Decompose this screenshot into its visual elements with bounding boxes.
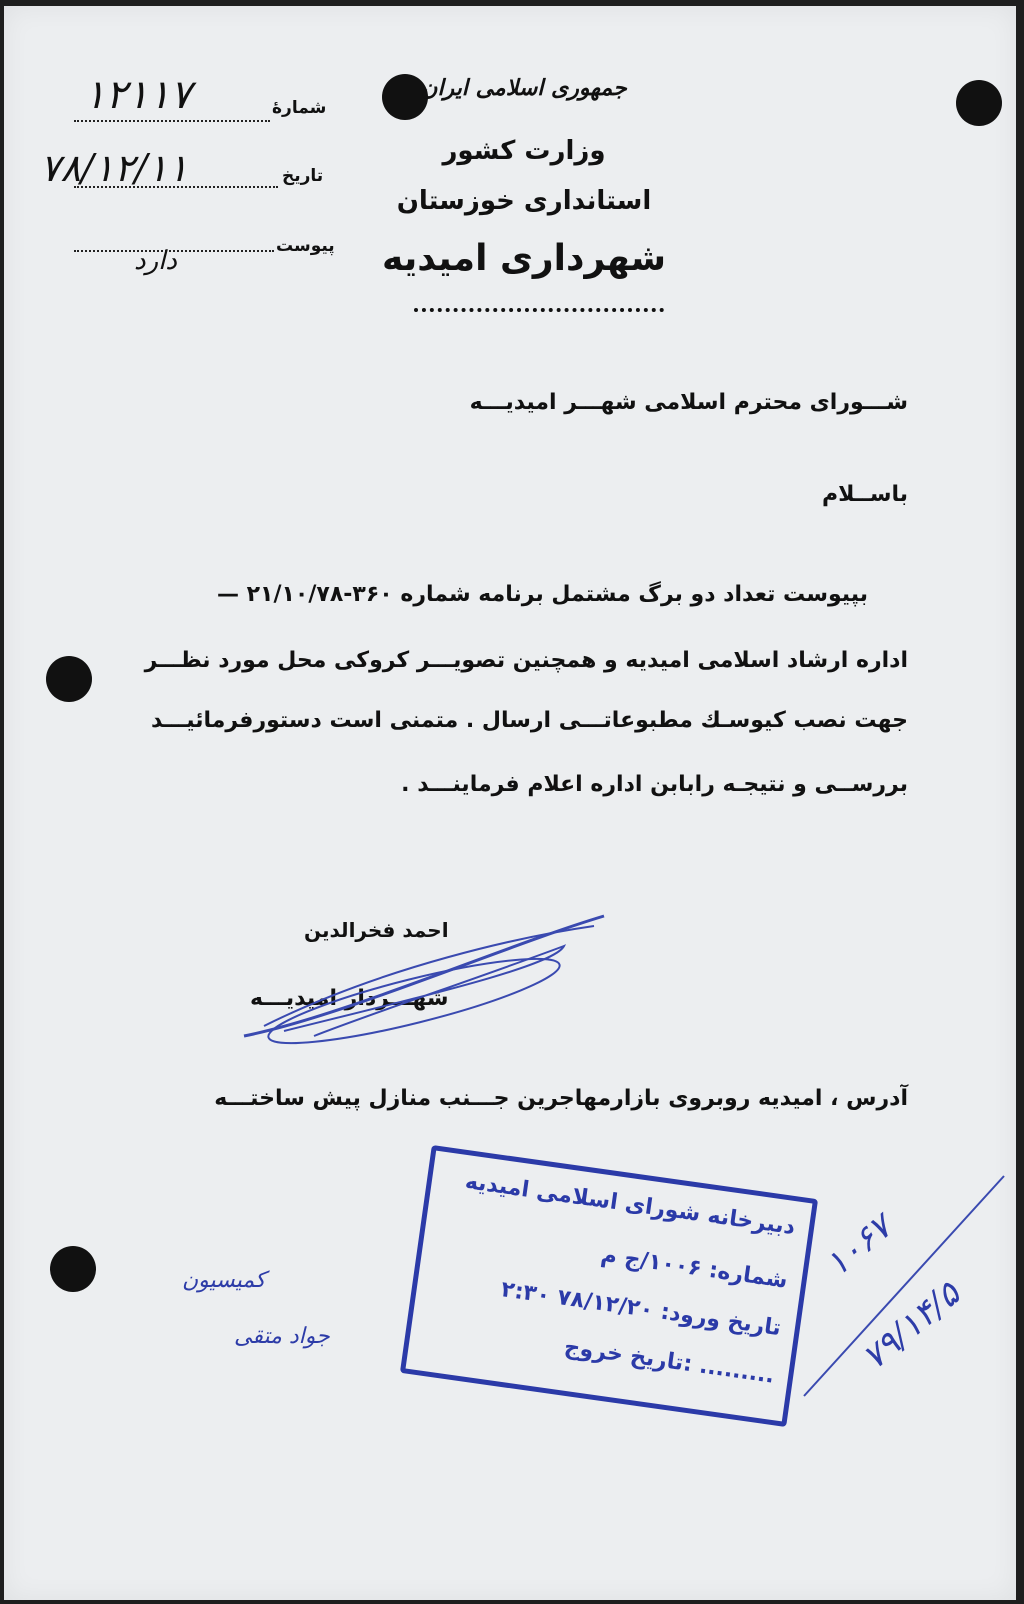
attachment-value: دارد	[134, 246, 177, 276]
margin-number: ۱۰۶۷	[817, 1207, 900, 1285]
margin-date: ۷۹/۱۴/۵	[854, 1273, 968, 1379]
stamp-entry-date: تاریخ ورود: ۷۸/۱۲/۲۰ ۲:۳۰	[499, 1277, 783, 1342]
letter-sheet	[4, 6, 1016, 1600]
number-line	[74, 120, 270, 122]
stamp-exit-date: تاریخ خروج: .........	[562, 1334, 776, 1389]
letterhead-divider	[414, 308, 664, 312]
body-line-3: جهت نصب کیوسـك مطبوعاتـــی ارسال . متمنی است دستورفرمائیـــد	[150, 708, 908, 733]
attachment-label: پیوست	[276, 236, 335, 256]
body-line-1: بپیوست تعداد دو برگ مشتمل برنامه شماره ۳۶۰-۲۱/۱۰/۷۸ —	[216, 582, 868, 607]
address: آدرس ، امیدیه روبروی بازارمهاجرین جـــنب منازل پیش ساختـــه	[214, 1086, 908, 1111]
body-line-4: بررســی و نتیجـه رابابن اداره اعلام فرماینـــد .	[401, 772, 908, 797]
greeting: باســلام	[821, 482, 908, 507]
receipt-stamp	[400, 1145, 818, 1427]
margin-diagonal-line	[794, 1166, 1014, 1406]
note-commission: کمیسیون	[182, 1268, 266, 1293]
number-value: ۱۲۱۱۷	[84, 72, 192, 118]
stamp-number: شماره: ۱۰۰۶/ج م	[599, 1242, 790, 1294]
number-label: شمارهٔ	[272, 98, 327, 118]
letterhead-country: جمهوری اسلامی ایران	[421, 76, 627, 101]
signatory-title: شهـــردار امیدیـــه	[250, 986, 449, 1011]
date-value: ۷۸/۱۲/۱۱	[40, 146, 189, 190]
letterhead-ministry: وزارت کشور	[442, 136, 606, 166]
body-line-2: اداره ارشاد اسلامی امیدیه و همچنین تصویـــر کروکی محل مورد نظـــر	[144, 648, 908, 673]
punch-hole-top-right	[956, 80, 1002, 126]
signature-strokes	[224, 906, 624, 1056]
date-label: تاریخ	[282, 166, 324, 186]
note-name: جواد متقی	[234, 1324, 330, 1349]
recipient: شـــورای محترم اسلامی شهـــر امیدیـــه	[469, 390, 908, 415]
punch-hole-bottom	[50, 1246, 96, 1292]
punch-hole-middle	[46, 656, 92, 702]
stamp-title: دبیرخانه شورای اسلامی امیدیه	[463, 1169, 797, 1241]
letterhead-province: استانداری خوزستان	[396, 186, 652, 216]
letterhead-municipality: شهرداری امیدیه	[381, 238, 667, 279]
signatory-name: احمد فخرالدین	[304, 918, 449, 942]
